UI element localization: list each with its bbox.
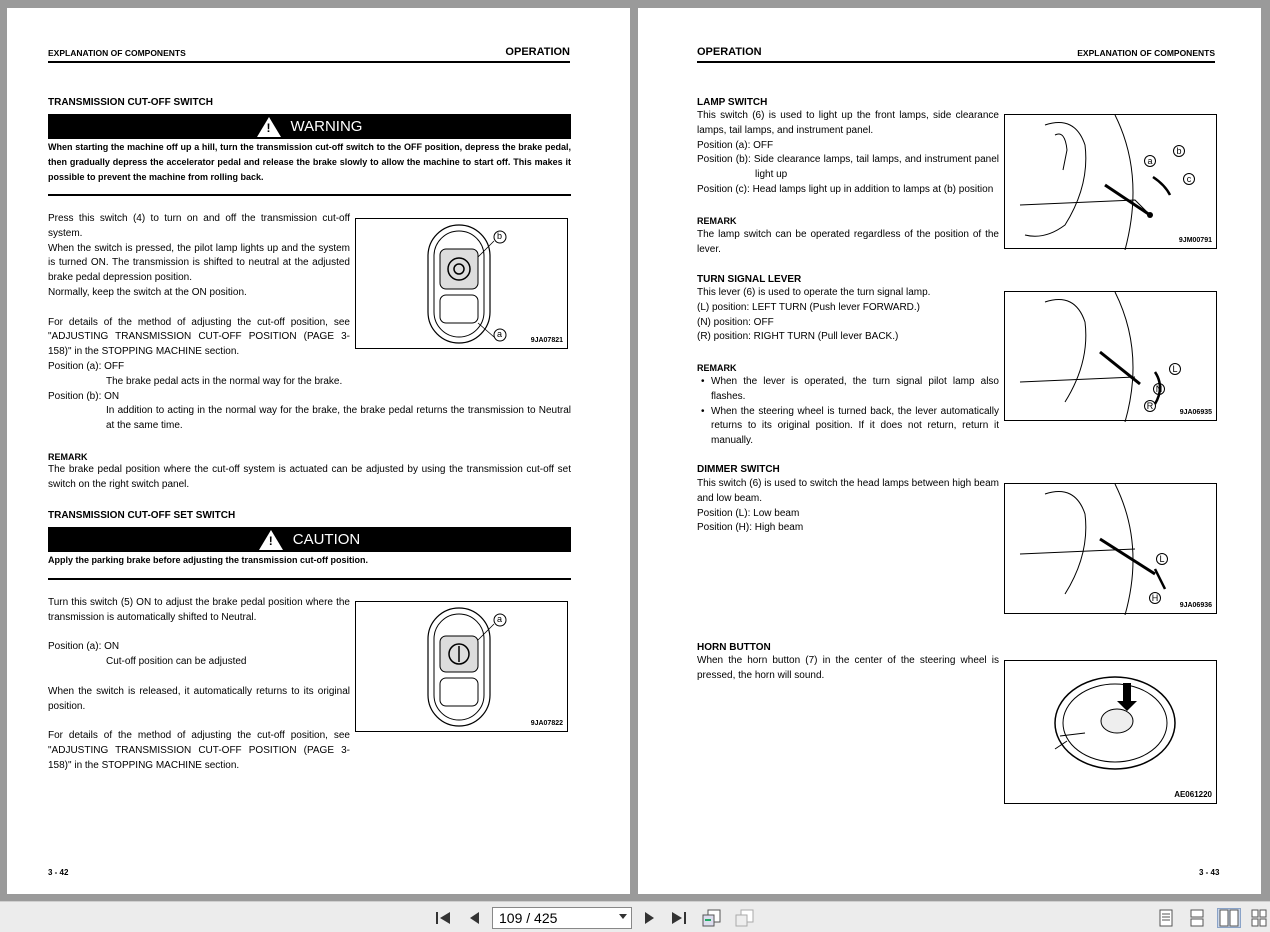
caution-label: CAUTION (292, 531, 361, 548)
paragraph: When the switch is released, it automatically returns to its original position. (48, 685, 350, 712)
next-page-icon[interactable] (640, 908, 660, 928)
fig-label: L (1156, 553, 1168, 565)
section-title: DIMMER SWITCH (697, 464, 780, 475)
section-body (697, 109, 999, 198)
fig-label: N (1153, 383, 1165, 395)
section-title: HORN BUTTON (697, 642, 771, 653)
page-header (48, 43, 570, 63)
fig-label: a (1144, 155, 1156, 167)
paragraph: This switch (6) is used to light up the front lamps, side clearance lamps, tail lamps, and instrument panel. (697, 110, 999, 136)
position-label: Position (b): ON (48, 390, 120, 402)
remark-text: The brake pedal position where the cut-off system is actuated can be adjusted by using the transmission cut-off set switch on the right switch panel. (48, 464, 571, 490)
fig-label: H (1149, 592, 1161, 604)
turn-signal-figure (1004, 291, 1217, 421)
paragraph: This switch (6) is used to switch the head lamps between high beam and low beam. (697, 478, 999, 504)
lamp-switch-figure (1004, 114, 1217, 249)
remark-text: The lamp switch can be operated regardless of the position of the lever. (697, 229, 999, 255)
section-title: LAMP SWITCH (697, 97, 768, 108)
position-label: Position (H): High beam (697, 522, 804, 534)
remark-list (697, 375, 999, 449)
figure-code: 9JA06936 (1179, 602, 1212, 609)
figure-code: AE061220 (1174, 790, 1212, 799)
page-indicator-text: 109 / 425 (499, 910, 558, 926)
divider (48, 578, 571, 580)
paragraph: Press this switch (4) to turn on and off the transmission cut-off system. (48, 213, 350, 239)
paragraph: When the horn button (7) in the center of the steering wheel is pressed, the horn will sound. (697, 655, 999, 681)
position-label: (R) position: RIGHT TURN (Pull lever BACK.) (697, 331, 899, 343)
horn-illustration (1005, 661, 1218, 805)
horn-button-figure (1004, 660, 1217, 804)
page-back-icon[interactable] (700, 908, 724, 928)
switch-illustration (356, 602, 569, 733)
position-label: Position (L): Low beam (697, 507, 800, 519)
switch-figure (355, 218, 568, 349)
viewer-toolbar (0, 901, 1270, 932)
paragraph: Turn this switch (5) ON to adjust the brake pedal position where the transmission is automatically shifted to Neutral. (48, 597, 350, 623)
prev-page-icon[interactable] (464, 908, 484, 928)
caution-icon: ! (259, 530, 283, 550)
warning-text: When starting the machine off up a hill, turn the transmission cut-off switch to the OFF position, depress the brake pedal, then gradually depress the accelerator pedal and release the brake slowly to allow the machine to start off. This makes it possible to prevent the machine from rolling back. (48, 142, 571, 182)
right-page (638, 8, 1261, 894)
header-right: EXPLANATION OF COMPONENTS (1077, 48, 1215, 58)
remark-title: REMARK (48, 452, 88, 462)
header-left: EXPLANATION OF COMPONENTS (48, 48, 186, 58)
position-desc: The brake pedal acts in the normal way for the brake. (106, 375, 343, 387)
continuous-view-icon[interactable] (1187, 908, 1207, 928)
first-page-icon[interactable] (432, 908, 454, 928)
paragraph: For details of the method of adjusting the cut-off position, see "ADJUSTING TRANSMISSION CUT-OFF POSITION (PAGE 3-158)" in the STOPPING MACHINE section. (48, 730, 350, 771)
position-desc: In addition to acting in the normal way for the brake, the brake pedal returns the transmission to Neutral at the same time. (106, 405, 571, 432)
position-label: (L) position: LEFT TURN (Push lever FORWARD.) (697, 301, 921, 313)
figure-code: 9JA07821 (530, 337, 563, 344)
warning-icon: ! (257, 117, 281, 137)
fig-label: L (1169, 363, 1181, 375)
paragraph: When the switch is pressed, the pilot lamp lights up and the system is turned ON. The transmission is shifted to neutral at the adjusted brake pedal depression position. (48, 242, 350, 284)
chevron-down-icon[interactable] (619, 914, 627, 919)
figure-code: 9JA07822 (530, 720, 563, 727)
section-title: TRANSMISSION CUT-OFF SET SWITCH (48, 510, 236, 521)
dimmer-switch-illustration (1005, 484, 1218, 615)
remark-item: • When the lever is operated, the turn signal pilot lamp also flashes. (697, 375, 999, 405)
section-body (48, 212, 350, 360)
position-label: Position (a): OFF (48, 361, 125, 372)
left-page (7, 8, 630, 894)
section-title: TURN SIGNAL LEVER (697, 274, 802, 285)
page-indicator[interactable] (492, 907, 632, 929)
warning-label: WARNING (290, 118, 363, 135)
position-label: Position (a): OFF (697, 139, 774, 151)
fig-label-a: a (497, 329, 503, 339)
paragraph: For details of the method of adjusting the cut-off position, see "ADJUSTING TRANSMISSION CUT-OFF POSITION (PAGE 3-158)" in the STOPPING MACHINE section. (48, 316, 350, 358)
two-page-view-icon[interactable] (1217, 908, 1241, 928)
page-number: 3 - 43 (1199, 868, 1220, 877)
page-forward-icon[interactable] (733, 908, 757, 928)
section-body (48, 596, 350, 774)
fig-label: b (1173, 145, 1185, 157)
divider (48, 194, 571, 196)
caution-text: Apply the parking brake before adjusting the transmission cut-off position. (48, 555, 369, 565)
single-page-view-icon[interactable] (1156, 908, 1176, 928)
paragraph: This lever (6) is used to operate the turn signal lamp. (697, 287, 931, 298)
page-number: 3 - 42 (48, 868, 69, 877)
remark-item: • When the steering wheel is turned back, the lever automatically returns to its original position. If it does not return, return it manually. (697, 405, 999, 449)
last-page-icon[interactable] (668, 908, 690, 928)
fig-label-b: b (497, 231, 503, 241)
remark-title: REMARK (697, 216, 737, 226)
fig-label-a: a (497, 614, 503, 624)
position-desc: Cut-off position can be adjusted (106, 656, 247, 668)
fig-label: c (1183, 173, 1195, 185)
switch-illustration (356, 219, 569, 350)
section-body (697, 286, 999, 345)
dimmer-switch-figure (1004, 483, 1217, 614)
two-page-continuous-icon[interactable] (1250, 908, 1268, 928)
positions-list (48, 360, 571, 434)
remark-title: REMARK (697, 363, 737, 373)
warning-banner (48, 114, 571, 139)
page-header (697, 43, 1215, 63)
caution-banner (48, 527, 571, 552)
section-title: TRANSMISSION CUT-OFF SWITCH (48, 97, 213, 108)
switch-figure (355, 601, 568, 732)
fig-label: R (1144, 400, 1156, 412)
position-label: Position (b): Side clearance lamps, tail lamps, and instrument panel light up (697, 154, 999, 181)
header-left: OPERATION (697, 46, 762, 58)
section-body (697, 477, 999, 536)
turn-signal-illustration (1005, 292, 1218, 422)
position-label: Position (a): ON (48, 641, 120, 653)
position-label: (N) position: OFF (697, 316, 774, 328)
header-right: OPERATION (505, 46, 570, 58)
paragraph: Normally, keep the switch at the ON position. (48, 286, 247, 298)
figure-code: 9JA06935 (1179, 409, 1212, 416)
position-label: Position (c): Head lamps light up in addition to lamps at (b) position (697, 183, 994, 195)
figure-code: 9JM00791 (1178, 237, 1212, 244)
